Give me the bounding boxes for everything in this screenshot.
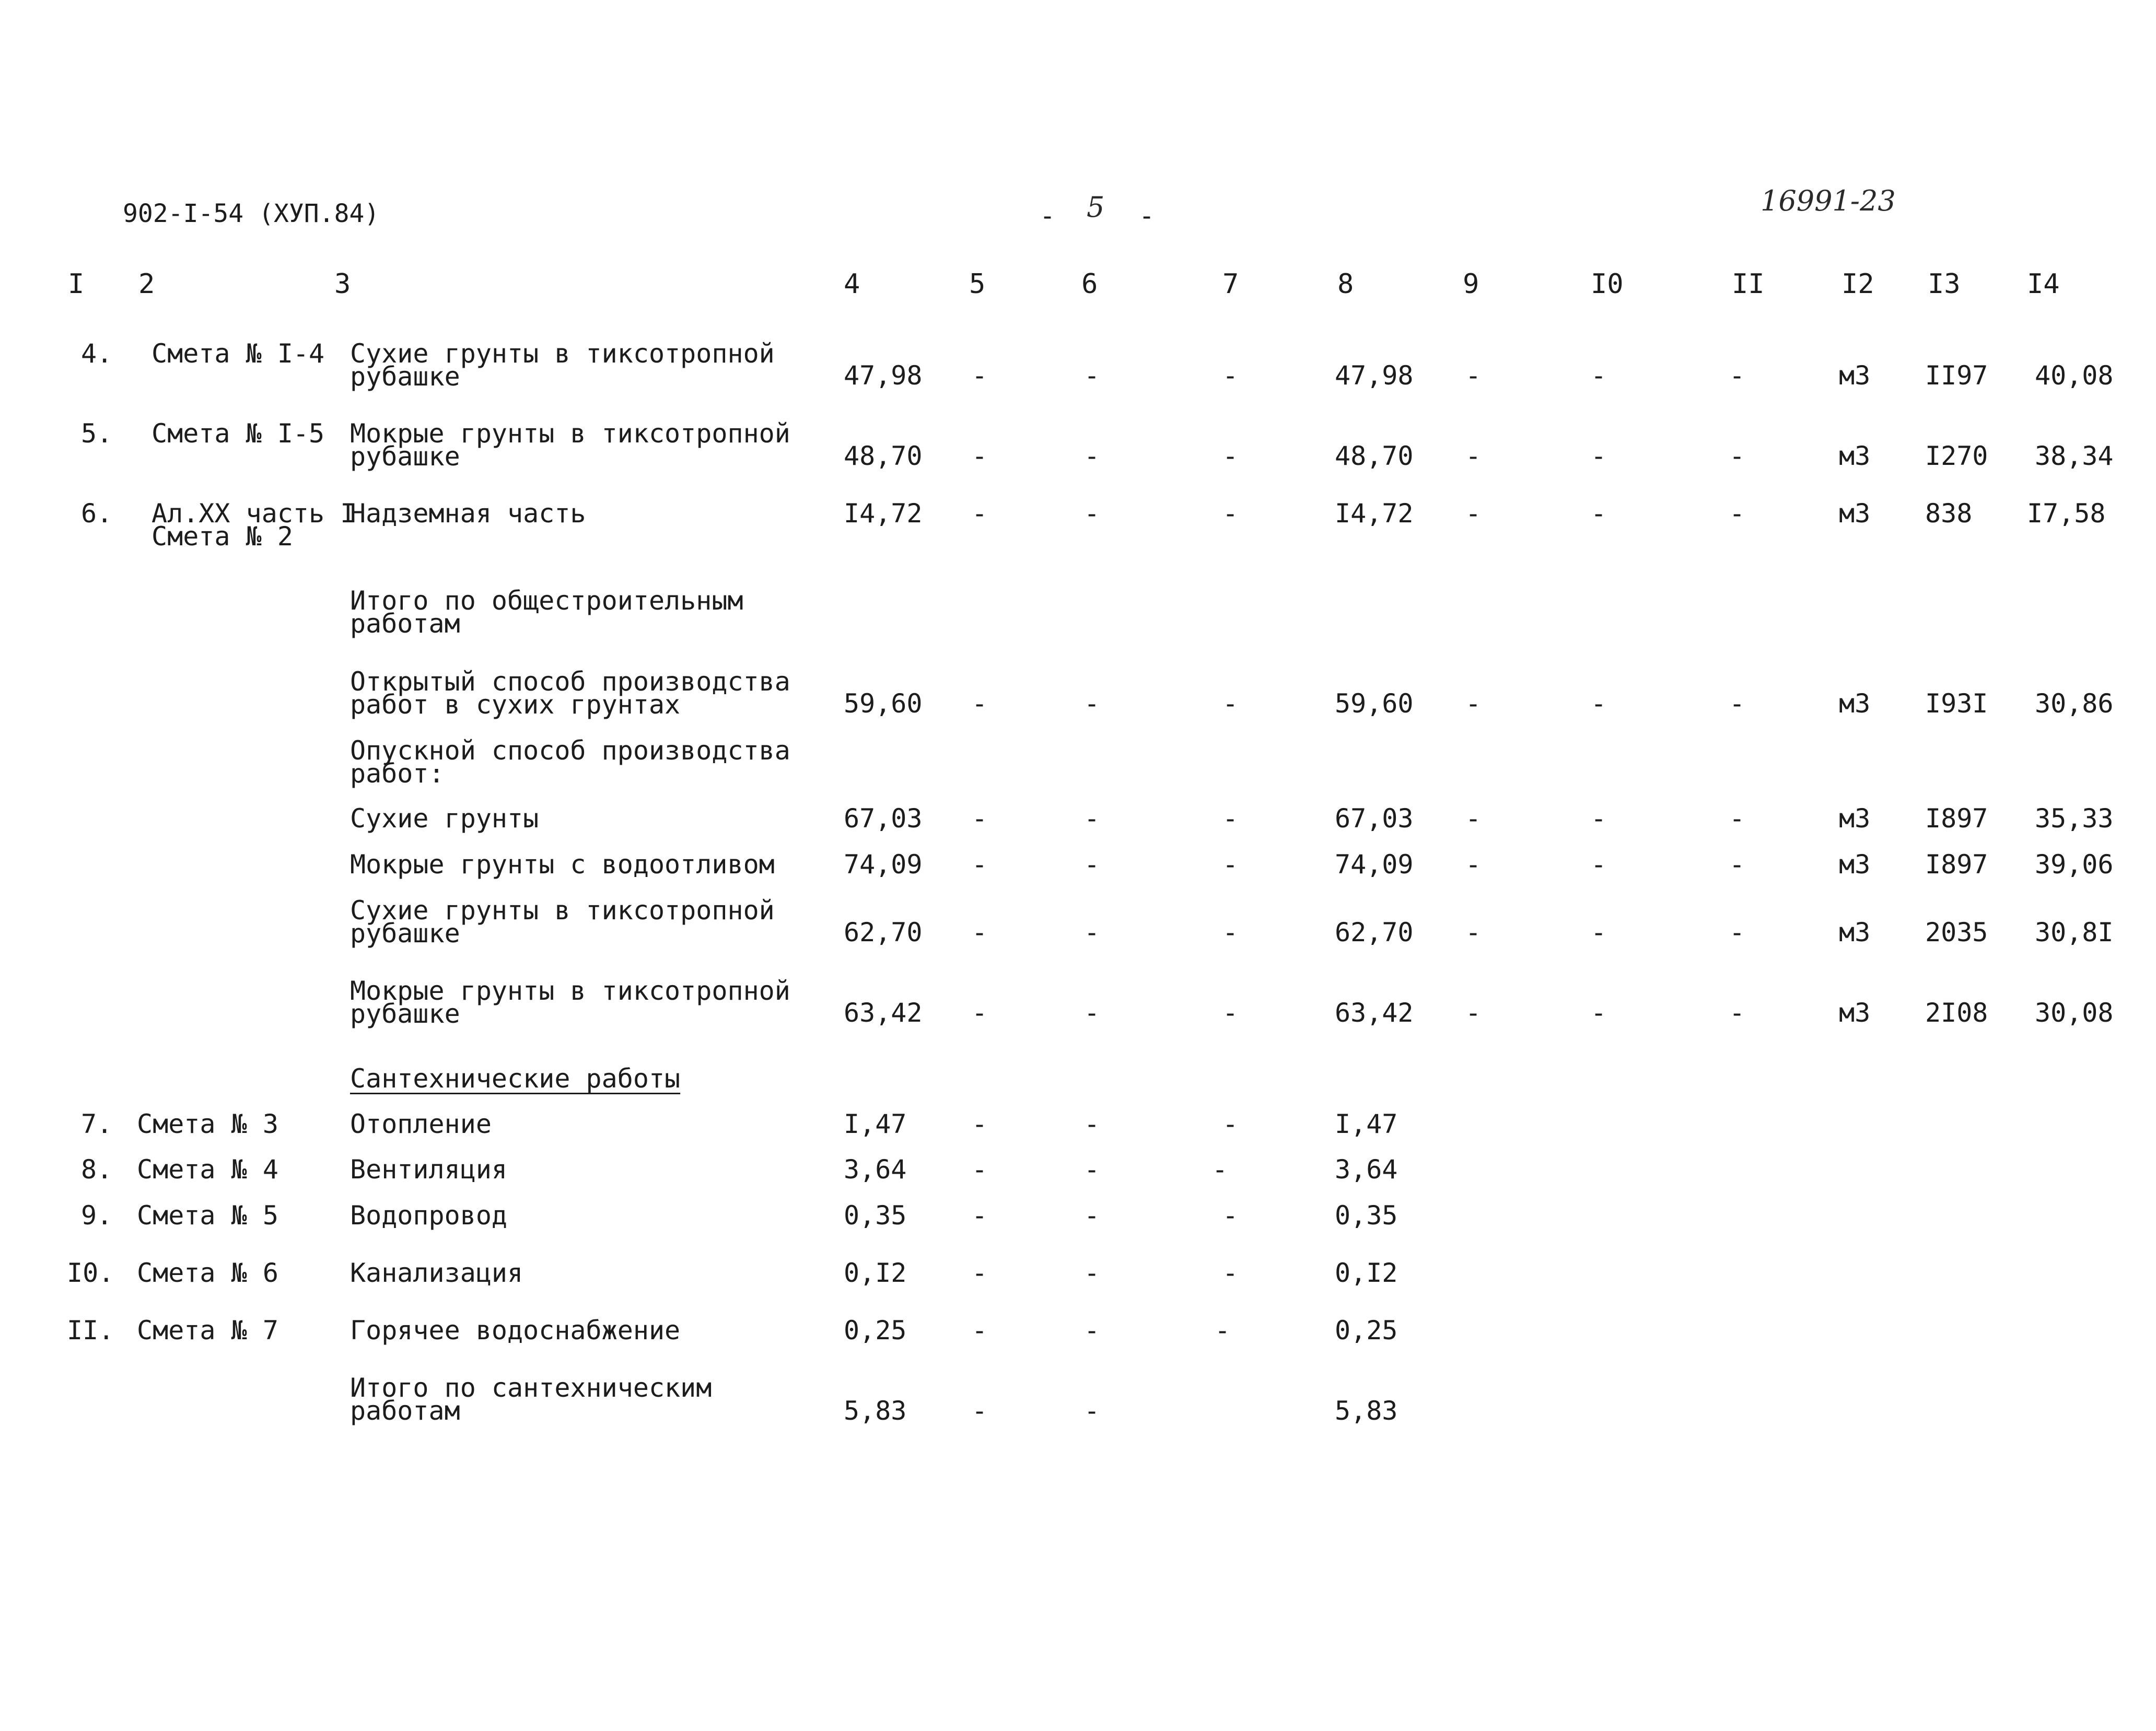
row-description-line: Надземная часть xyxy=(350,498,586,529)
row-description-line: Горячее водоснабжение xyxy=(350,1315,681,1346)
row-description-line: работ в сухих грунтах xyxy=(350,689,681,720)
cell-col14: 40,08 xyxy=(2035,360,2114,391)
cell-col7: - xyxy=(1222,803,1239,834)
cell-col7: - xyxy=(1222,360,1239,391)
cell-col14: 30,08 xyxy=(2035,998,2114,1028)
cell-col10: - xyxy=(1591,360,1607,391)
estimate-ref: Смета № 4 xyxy=(137,1154,278,1185)
cell-col11: - xyxy=(1729,360,1745,391)
cell-col13: I93I xyxy=(1925,688,1988,719)
estimate-ref-line: Смета № 2 xyxy=(151,521,293,552)
row-description-line: Мокрые грунты в тиксотропной xyxy=(350,418,790,449)
cell-col5: - xyxy=(972,849,988,880)
cell-col7: - xyxy=(1222,688,1239,719)
document-code: 902-I-54 (ХУП.84) xyxy=(123,199,380,228)
cell-unit: м3 xyxy=(1839,498,1871,529)
estimate-ref-line: Ал.XX часть I xyxy=(151,498,356,529)
cell-col4: 3,64 xyxy=(844,1154,907,1185)
estimate-ref: Смета № I-4 xyxy=(151,338,325,369)
row-description-line: Водопровод xyxy=(350,1200,508,1231)
cell-col11: - xyxy=(1729,498,1745,529)
cell-unit: м3 xyxy=(1839,688,1871,719)
cell-col8: 0,I2 xyxy=(1335,1258,1398,1288)
cell-unit: м3 xyxy=(1839,917,1871,948)
row-description-line: Мокрые грунты в тиксотропной xyxy=(350,976,790,1006)
column-header: I4 xyxy=(2027,268,2060,300)
cell-unit: м3 xyxy=(1839,803,1871,834)
cell-col6: - xyxy=(1084,1258,1100,1288)
cell-col9: - xyxy=(1465,917,1482,948)
cell-col6: - xyxy=(1084,917,1100,948)
cell-col7: - xyxy=(1222,917,1239,948)
cell-col7: - xyxy=(1222,849,1239,880)
row-number: 8. xyxy=(81,1154,113,1185)
cell-col5: - xyxy=(972,1200,988,1231)
column-header: II xyxy=(1732,268,1765,300)
column-header: 6 xyxy=(1081,268,1098,300)
cell-col11: - xyxy=(1729,998,1745,1028)
section-heading-line: работ: xyxy=(350,758,445,789)
cell-col13: 2I08 xyxy=(1925,998,1988,1028)
row-description-line: Открытый способ производства xyxy=(350,666,790,697)
cell-col9: - xyxy=(1465,849,1482,880)
cell-col13: I897 xyxy=(1925,849,1988,880)
estimate-ref: Смета № I-5 xyxy=(151,418,325,449)
cell-col8: 0,25 xyxy=(1335,1315,1398,1346)
row-number: I0. xyxy=(67,1258,114,1288)
cell-col11: - xyxy=(1729,917,1745,948)
row-number: II. xyxy=(67,1315,114,1346)
cell-col8: I,47 xyxy=(1335,1109,1398,1139)
cell-col4: I4,72 xyxy=(844,498,923,529)
estimate-ref: Смета № 5 xyxy=(137,1200,278,1231)
cell-unit: м3 xyxy=(1839,441,1871,471)
cell-col6: - xyxy=(1084,803,1100,834)
cell-col5: - xyxy=(972,1258,988,1288)
cell-col13: I270 xyxy=(1925,441,1988,471)
page-dash-left: - xyxy=(1040,201,1056,231)
column-header: I3 xyxy=(1928,268,1961,300)
cell-col7: - xyxy=(1212,1154,1228,1185)
cell-col7: - xyxy=(1222,1200,1239,1231)
cell-col10: - xyxy=(1591,498,1607,529)
cell-col5: - xyxy=(972,441,988,471)
row-number: 6. xyxy=(81,498,113,529)
column-header: I xyxy=(68,268,85,300)
cell-col13: I897 xyxy=(1925,803,1988,834)
column-header: 7 xyxy=(1222,268,1239,300)
row-description-line: работам xyxy=(350,1396,460,1426)
row-description-line: Сухие грунты в тиксотропной xyxy=(350,895,775,926)
estimate-ref: Смета № 3 xyxy=(137,1109,278,1139)
cell-col9: - xyxy=(1465,441,1482,471)
cell-unit: м3 xyxy=(1839,849,1871,880)
cell-col6: - xyxy=(1084,360,1100,391)
cell-col11: - xyxy=(1729,441,1745,471)
cell-col6: - xyxy=(1084,1200,1100,1231)
estimate-ref: Смета № 7 xyxy=(137,1315,278,1346)
cell-col6: - xyxy=(1084,1154,1100,1185)
cell-col9: - xyxy=(1465,498,1482,529)
cell-col4: 0,I2 xyxy=(844,1258,907,1288)
column-header: 5 xyxy=(969,268,986,300)
subtotal-heading-line: работам xyxy=(350,609,460,639)
row-description-line: рубашке xyxy=(350,361,460,392)
row-description-line: рубашке xyxy=(350,999,460,1029)
cell-col7: - xyxy=(1222,498,1239,529)
cell-unit: м3 xyxy=(1839,360,1871,391)
cell-col4: 48,70 xyxy=(844,441,923,471)
cell-col6: - xyxy=(1084,1109,1100,1139)
cell-col10: - xyxy=(1591,998,1607,1028)
row-number: 4. xyxy=(81,338,113,369)
cell-col13: 2035 xyxy=(1925,917,1988,948)
page-dash-right: - xyxy=(1139,201,1155,231)
cell-col8: 74,09 xyxy=(1335,849,1414,880)
column-header: 9 xyxy=(1463,268,1479,300)
cell-col8: 0,35 xyxy=(1335,1200,1398,1231)
cell-col4: 67,03 xyxy=(844,803,923,834)
cell-col11: - xyxy=(1729,688,1745,719)
row-description-line: Вентиляция xyxy=(350,1154,508,1185)
cell-col5: - xyxy=(972,1109,988,1139)
cell-col10: - xyxy=(1591,441,1607,471)
row-description-line: Сухие грунты в тиксотропной xyxy=(350,338,775,369)
cell-col14: 39,06 xyxy=(2035,849,2114,880)
page-number: 5 xyxy=(1087,191,1105,224)
cell-col8: 47,98 xyxy=(1335,360,1414,391)
subtotal-heading-line: Итого по общестроительным xyxy=(350,586,743,616)
cell-col6: - xyxy=(1084,688,1100,719)
cell-col9: - xyxy=(1465,688,1482,719)
row-description-line: рубашке xyxy=(350,918,460,949)
cell-unit: м3 xyxy=(1839,998,1871,1028)
cell-col5: - xyxy=(972,917,988,948)
cell-col13: II97 xyxy=(1925,360,1988,391)
cell-col6: - xyxy=(1084,441,1100,471)
cell-col7: - xyxy=(1215,1315,1231,1346)
column-header: 8 xyxy=(1337,268,1354,300)
cell-col5: - xyxy=(972,998,988,1028)
row-number: 5. xyxy=(81,418,113,449)
cell-col9: - xyxy=(1465,998,1482,1028)
cell-col5: - xyxy=(972,803,988,834)
row-description-line: Итого по сантехническим xyxy=(350,1373,712,1403)
column-header: 4 xyxy=(844,268,860,300)
sanitary-section-heading: Сантехнические работы xyxy=(350,1063,681,1094)
cell-col11: - xyxy=(1729,803,1745,834)
cell-col5: - xyxy=(972,1154,988,1185)
cell-col4: 5,83 xyxy=(844,1396,907,1426)
column-header: I0 xyxy=(1591,268,1624,300)
cell-col13: 838 xyxy=(1925,498,1973,529)
cell-col7: - xyxy=(1222,998,1239,1028)
row-description-line: рубашке xyxy=(350,441,460,472)
cell-col8: 62,70 xyxy=(1335,917,1414,948)
column-header: 3 xyxy=(334,268,351,300)
cell-col14: 38,34 xyxy=(2035,441,2114,471)
cell-col6: - xyxy=(1084,849,1100,880)
row-number: 9. xyxy=(81,1200,113,1231)
cell-col10: - xyxy=(1591,688,1607,719)
cell-col4: I,47 xyxy=(844,1109,907,1139)
cell-col6: - xyxy=(1084,1315,1100,1346)
cell-col10: - xyxy=(1591,803,1607,834)
column-header: I2 xyxy=(1842,268,1874,300)
cell-col7: - xyxy=(1222,441,1239,471)
cell-col8: 67,03 xyxy=(1335,803,1414,834)
cell-col14: 30,8I xyxy=(2035,917,2114,948)
cell-col10: - xyxy=(1591,849,1607,880)
row-description-line: Отопление xyxy=(350,1109,492,1139)
cell-col5: - xyxy=(972,498,988,529)
row-description-line: Канализация xyxy=(350,1258,523,1288)
cell-col6: - xyxy=(1084,998,1100,1028)
row-description-line: Сухие грунты xyxy=(350,803,539,834)
cell-col14: 30,86 xyxy=(2035,688,2114,719)
row-number: 7. xyxy=(81,1109,113,1139)
column-header: 2 xyxy=(138,268,155,300)
cell-col8: 63,42 xyxy=(1335,998,1414,1028)
cell-col8: 48,70 xyxy=(1335,441,1414,471)
handwritten-reference: 16991-23 xyxy=(1761,184,1896,217)
estimate-ref: Смета № 6 xyxy=(137,1258,278,1288)
cell-col4: 0,35 xyxy=(844,1200,907,1231)
cell-col10: - xyxy=(1591,917,1607,948)
cell-col9: - xyxy=(1465,803,1482,834)
cell-col4: 0,25 xyxy=(844,1315,907,1346)
cell-col6: - xyxy=(1084,498,1100,529)
cell-col4: 47,98 xyxy=(844,360,923,391)
cell-col7: - xyxy=(1222,1109,1239,1139)
cell-col6: - xyxy=(1084,1396,1100,1426)
cell-col5: - xyxy=(972,688,988,719)
cell-col14: I7,58 xyxy=(2027,498,2106,529)
cell-col8: I4,72 xyxy=(1335,498,1414,529)
cell-col4: 62,70 xyxy=(844,917,923,948)
row-description-line: Мокрые грунты с водоотливом xyxy=(350,849,775,880)
cell-col5: - xyxy=(972,360,988,391)
cell-col7: - xyxy=(1222,1258,1239,1288)
cell-col9: - xyxy=(1465,360,1482,391)
cell-col5: - xyxy=(972,1396,988,1426)
cell-col5: - xyxy=(972,1315,988,1346)
cell-col11: - xyxy=(1729,849,1745,880)
cell-col4: 63,42 xyxy=(844,998,923,1028)
cell-col4: 74,09 xyxy=(844,849,923,880)
cell-col4: 59,60 xyxy=(844,688,923,719)
section-heading-line: Опускной способ производства xyxy=(350,735,790,766)
cell-col8: 59,60 xyxy=(1335,688,1414,719)
cell-col8: 3,64 xyxy=(1335,1154,1398,1185)
cell-col14: 35,33 xyxy=(2035,803,2114,834)
cell-col8: 5,83 xyxy=(1335,1396,1398,1426)
